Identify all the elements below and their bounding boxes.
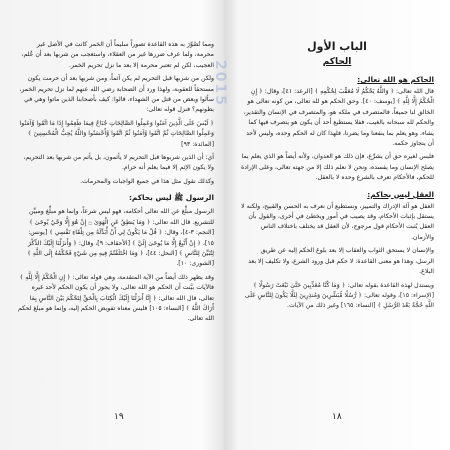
paragraph: الرسول مبلِّغ عن الله تعالى أحكامه، فهو ليس شرعاً، وإنما هو مبلِّغ ومبيِّن للتشريع. قال الله تعالى: ﴿ وَمَا يَنطِقُ عَنِ الْهَوَىٰ ۝ إِنْ هُوَ إِلَّا وَحْيٌ يُوحَىٰ ﴾ [النجم: ٣-٤]، وقال: ﴿ قُلْ مَا يَكُونُ لِي أَنْ أُبَدِّلَهُ مِن تِلْقَاءِ نَفْسِي ﴾ [يونس: ١٥]، ﴿ إِنْ أَتَّبِعُ إِلَّا مَا يُوحَىٰ إِلَيَّ ﴾ [الأحقاف: ٩]، وقال: ﴿ وَأَنزَلْنَا إِلَيْكَ الذِّكْرَ لِتُبَيِّنَ لِلنَّاسِ ﴾ [النحل: ٤٤]، ﴿ وَمَا اخْتَلَفْتُمْ فِيهِ مِن شَيْءٍ فَحُكْمُهُ إِلَى اللَّهِ ﴾ [الشورى: ١٠]. [27,208,214,268]
paragraph: فليس لغيره حق أن يشرِّع، فإن ذلك هو العدوان، ولأنه أيضاً هو الذي يعلم بما يصلح الإنسان وما يفسده، ونحن لا نعلم ذلك إلا من جهته تعالى، وعلى الإرادة للحكم، فالأحكام تعرف بالشرع وحده لا بالعقل. [241,153,434,182]
paragraph: قال الله تعالى: ﴿ وَاللَّهُ يَحْكُمُ لَا مُعَقِّبَ لِحُكْمِهِ ﴾ [الرعد: ٤١]، وقال: ﴿ إِنِ الْحُكْمُ إِلَّا لِلَّهِ ﴾ [يوسف: ٤٠]. وحق الحكم هو لله تعالى، من كونه تعالى هو الخالق لنا جميعاً، فالمتصرف في ملكه هو، والمتصرف في الإنسان والتقدير، والحكم لله سبحانه بالغيب، ففلا يستطيع أحد أن يكون هو يتصرف فيها كما يشاء، وهو يعلم بما ينفعنا وما يضرنا، فلهذا كان له الحكم وحده، وليس لأحد أن يتجاوز حكمه. [243,88,434,148]
page-number: ١٨ [332,412,342,422]
watermark: 2015 [212,60,228,107]
page-number: ١٩ [114,412,124,422]
paragraph: وكذلك نقول مثل هذا في جميع الواجبات والمحرمات. [80,177,214,185]
paragraph: ومما تُصُوِّرَ به هذه القاعدة تصوراً سليماً أن الخمر كانت في الأصل غير محرمة، ولما عرف ضررها غير من العقلاء، واستعجب من شربها بعد أن عُلم، العجيب، لكن لم تعتبر محرمة إلا بعد ما نزل تحريم الخمر. [21,41,214,69]
section-heading-messenger: الرسول ﷺ ليس بحاكم: [128,193,214,203]
paragraph: العقل هو آلة الإدراك والتمييز، ونستطيع أن نعرف به الحسن والقبيح، ولكنه لا يستقل بإثبات الأحكام، وقد يصيب في أمور ويخطئ في أخرى، والقول بأن العقل يُثبت الأحكام قول مرجوح، لأن العقل قد يختلف باختلاف الناس والأزمان. [241,202,434,241]
paragraph: والإنسان لا يستحق الثواب والعقاب إلا بعد بلوغ الحكم إليه عن طريق الرسل، وهذا هو معنى القاعدة: لا حكم قبل ورود الشرع، ولا تكليف إلا بعد البلاغ. [248,247,434,276]
quran-quote: ويستدل لهذه القاعدة بقوله تعالى: ﴿ وَمَا كُنَّا مُعَذِّبِينَ حَتَّىٰ نَبْعَثَ رَسُولًا ﴾ [الإسراء: ١٥]، وقوله تعالى: ﴿ رُّسُلًا مُّبَشِّرِينَ وَمُنذِرِينَ لِئَلَّا يَكُونَ لِلنَّاسِ عَلَى اللَّهِ حُجَّةٌ بَعْدَ الرُّسُلِ ﴾ [النساء: ١٦٥] وغير ذلك من الآيات. [244,281,434,310]
left-page [18,40,214,430]
section-heading-intellect: العقل ليس بحاكم: [367,189,434,199]
section-heading-ruler: الحاكم هو الله تعالى: [357,75,434,84]
quran-quote: ﴿ لَيْسَ عَلَى الَّذِينَ آمَنُوا وَعَمِلُوا الصَّالِحَاتِ جُنَاحٌ فِيمَا طَعِمُوا إِذَا مَا اتَّقَوا وَّآمَنُوا وَعَمِلُوا الصَّالِحَاتِ ثُمَّ اتَّقَوا وَّآمَنُوا ثُمَّ اتَّقَوا وَّأَحْسَنُوا وَاللَّهُ يُحِبُّ الْمُحْسِنِينَ ﴾ [المائدة: ٩٣] [19,119,214,148]
right-page [240,40,434,430]
chapter-subtitle: الحاكم [322,57,352,67]
paragraph: وقد يظهر ذلك أيضاً من الآية المتقدمة، وهي قوله تعالى: ﴿ إِنِ الْحُكْمُ إِلَّا لِلَّهِ ﴾ فالآيات بيَّنت أن الحكم هو الله تعالى، ولا يجوز أن يكون الحكم لأحد غيره تعالى، قال الله تعالى: ﴿ إِنَّا أَنزَلْنَا إِلَيْكَ الْكِتَابَ بِالْحَقِّ لِتَحْكُمَ بَيْنَ النَّاسِ بِمَا أَرَاكَ اللَّهُ ﴾ [النساء: ١٠٥] فليس معناه تفويض الحكم إليه، وإنما هو مبلغ لحكم الله تعالى. [18,273,214,323]
chapter-title: الباب الأول [307,40,367,53]
paragraph: ولكن من شربها قبل التحريم لم يكن آثماً، ومن شربها بعد أن حرمت يكون مستحقاً للعقوبة، ولهذا ورد أن الصحابة رضي الله عنهم لما نزل تحريم الخمر، سألوا وبعض من قتل من الشهداء، قالوا: كيف بأصحابنا الذين ماتوا وهي في بطونهم؟ فنزل قوله تعالى: [19,75,214,114]
paragraph: أي: أن الذين شربوها قبل التحريم لا يأثمون، بل يأثم من شربها بعد التحريم، ولا يكون الإثم إلا فيما يعلم أنه حرام. [23,154,214,172]
